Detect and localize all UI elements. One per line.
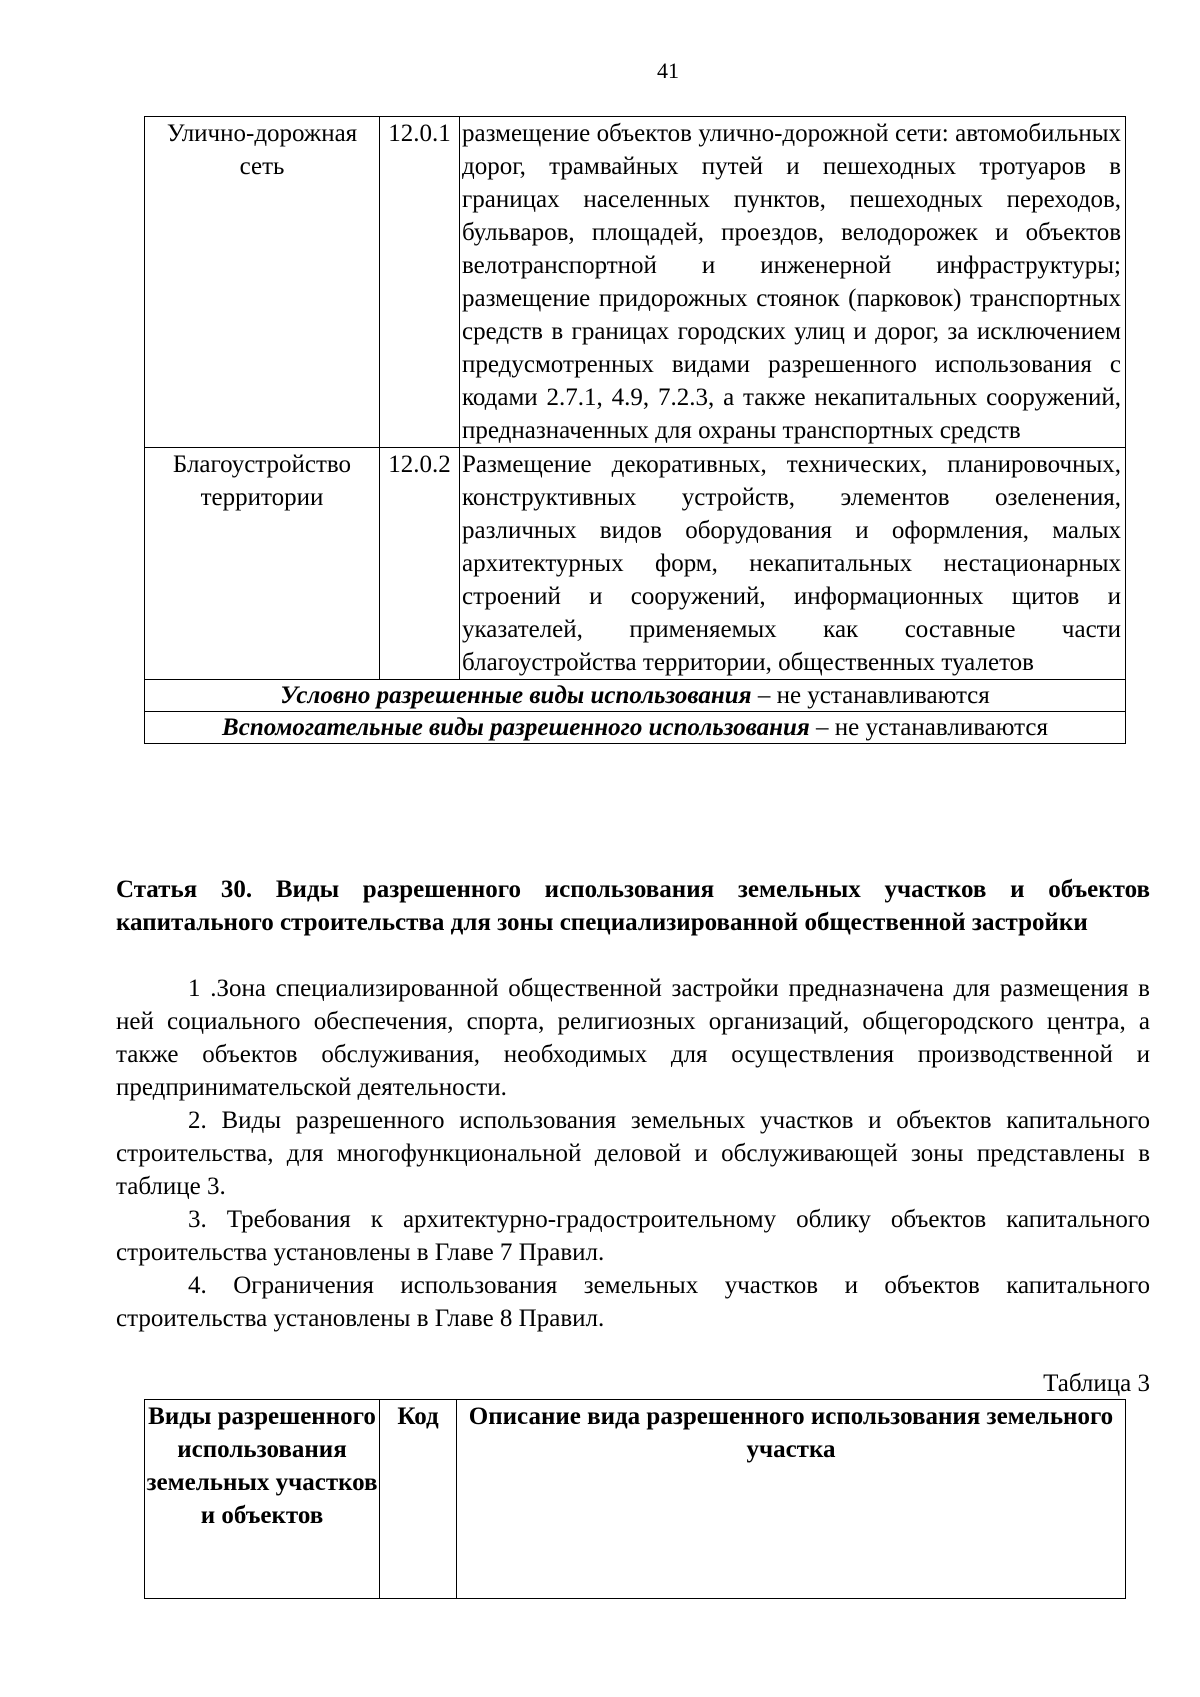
table-row	[145, 117, 1126, 448]
table-caption: Таблица 3	[1043, 1370, 1150, 1397]
page-number: 41	[657, 58, 679, 83]
zone-use-table-continued	[144, 116, 1126, 744]
use-name-cell: Улично-дорожная сеть	[145, 117, 380, 448]
auxiliary-uses-row	[145, 712, 1126, 744]
use-description-cell: размещение объектов улично-дорожной сети: автомобильных дорог, трамвайных путей и пешеходных тротуаров в границах населенных пунктов, пешеходных переходов, бульваров, площадей, проездов, велодорожек и объектов велотранспортной и инженерной инфраструктуры; размещение придорожных стоянок (парковок) транспортных средств в границах городских улиц и дорог, за исключением предусмотренных видами разрешенного использования с кодами 2.7.1, 4.9, 7.2.3, а также некапитальных сооружений, предназначенных для охраны транспортных средств	[460, 117, 1126, 448]
column-header-use-type: Виды разрешенного использования земельных участков и объектов	[145, 1400, 380, 1599]
use-code-cell: 12.0.2	[380, 448, 460, 680]
use-description-cell: Размещение декоративных, технических, планировочных, конструктивных устройств, элементов озеленения, различных видов оборудования и оформления, малых архитектурных форм, некапитальных нестационарных строений и сооружений, информационных щитов и указателей, применяемых как составные части благоустройства территории, общественных туалетов	[460, 448, 1126, 680]
article-heading: Статья 30. Виды разрешенного использования земельных участков и объектов капитального строительства для зоны специализированной общественной застройки	[116, 876, 1150, 936]
auxiliary-uses-label: Вспомогательные виды разрешенного использования	[222, 714, 810, 741]
table-row	[145, 448, 1126, 680]
use-code-cell: 12.0.1	[380, 117, 460, 448]
conditional-uses-cell	[145, 680, 1126, 712]
table-header-row	[145, 1400, 1126, 1599]
conditional-uses-row	[145, 680, 1126, 712]
column-header-description: Описание вида разрешенного использования земельного участка	[457, 1400, 1126, 1599]
article-paragraph-4: 4. Ограничения использования земельных участков и объектов капитального строительства установлены в Главе 8 Правил.	[116, 1272, 1150, 1332]
table-3	[144, 1399, 1126, 1599]
article-paragraph-3: 3. Требования к архитектурно-градостроительному облику объектов капитального строительства установлены в Главе 7 Правил.	[116, 1206, 1150, 1266]
auxiliary-uses-cell	[145, 712, 1126, 744]
article-paragraph-2: 2. Виды разрешенного использования земельных участков и объектов капитального строительства, для многофункциональной деловой и обслуживающей зоны представлены в таблице 3.	[116, 1107, 1150, 1200]
use-name-cell: Благоустройство территории	[145, 448, 380, 680]
article-paragraph-1: 1 .Зона специализированной общественной застройки предназначена для размещения в ней социального обеспечения, спорта, религиозных организаций, общегородского центра, а также объектов обслуживания, необходимых для осуществления производственной и предпринимательской деятельности.	[116, 975, 1150, 1101]
column-header-code: Код	[380, 1400, 457, 1599]
conditional-uses-label: Условно разрешенные виды использования	[280, 682, 752, 709]
auxiliary-uses-value: – не устанавливаются	[809, 714, 1048, 741]
conditional-uses-value: – не устанавливаются	[751, 682, 990, 709]
